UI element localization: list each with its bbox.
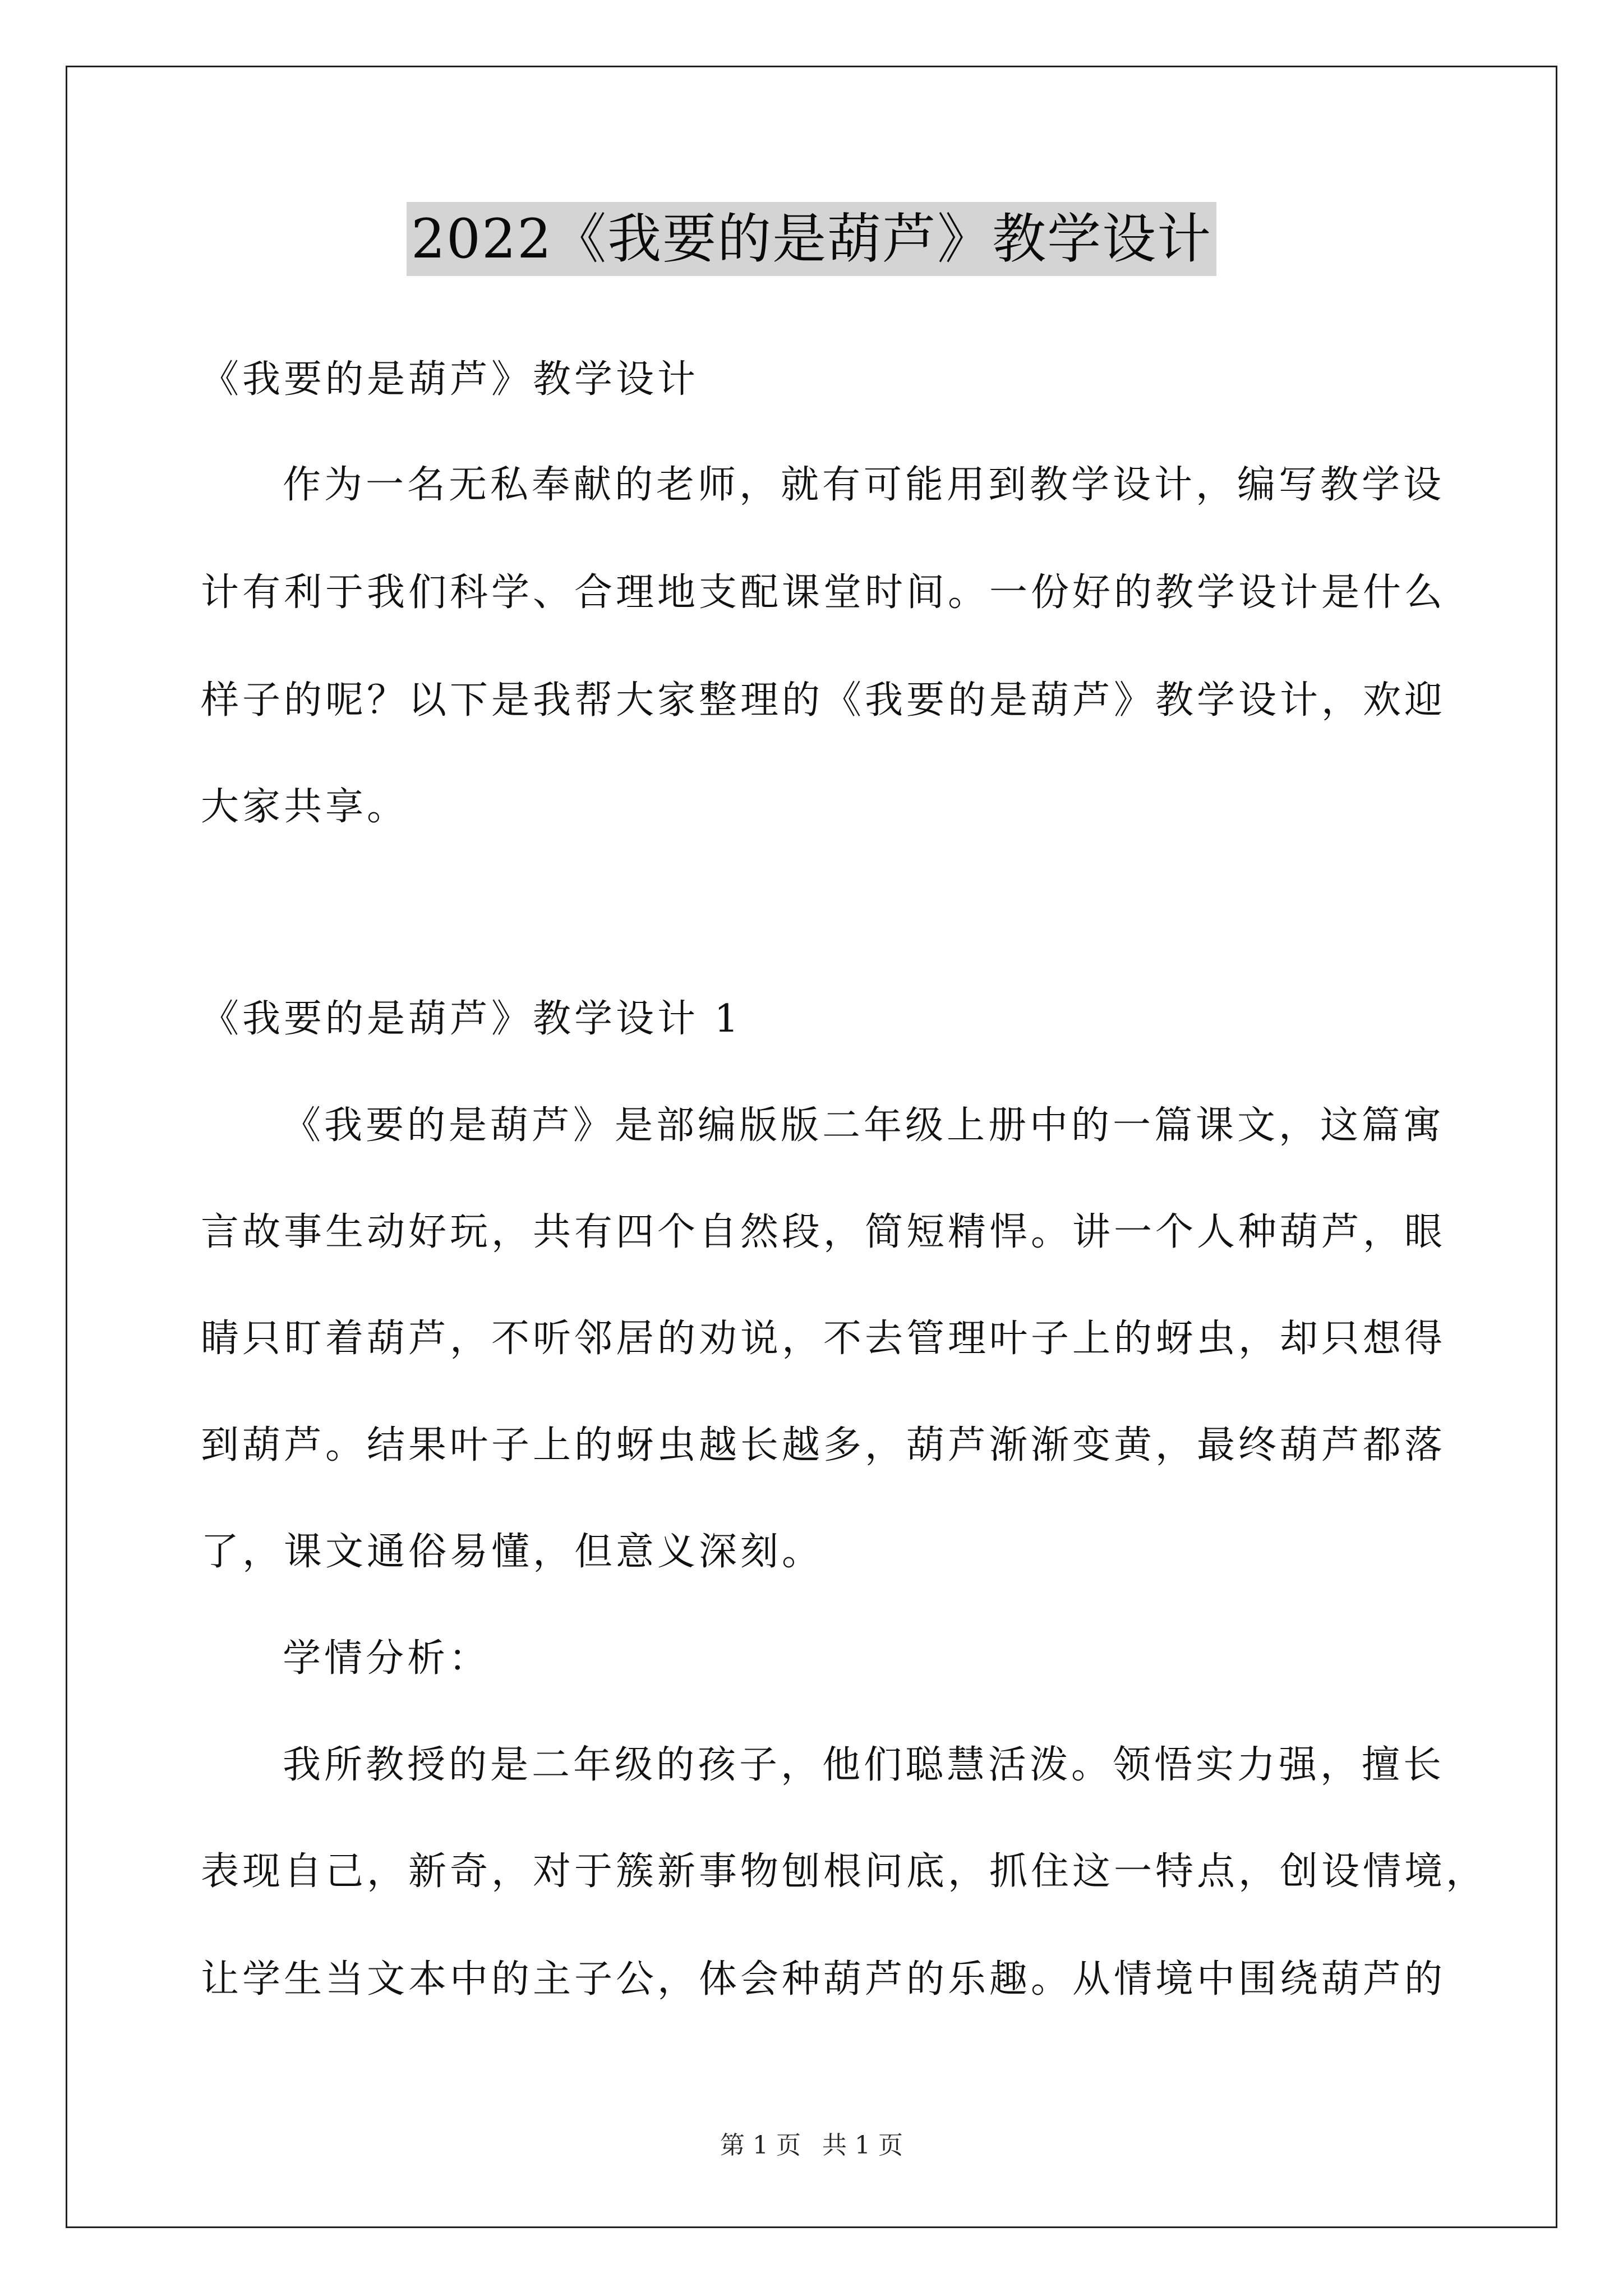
section-paragraph-line: 《我要的是葫芦》是部编版版二年级上册中的一篇课文，这篇寓 (283, 1103, 1445, 1148)
analysis-line: 我所教授的是二年级的孩子，他们聪慧活泼。领悟实力强，擅长 (283, 1743, 1445, 1787)
document-title: 2022《我要的是葫芦》教学设计 (407, 202, 1216, 276)
analysis-line: 表现自己，新奇，对于簇新事物刨根问底，抓住这一特点，创设情境， (201, 1849, 1488, 1894)
page-footer (0, 2129, 1623, 2162)
intro-line: 作为一名无私奉献的老师，就有可能用到教学设计，编写教学设 (283, 463, 1445, 507)
intro-line: 大家共享。 (201, 785, 409, 829)
analysis-label: 学情分析： (283, 1636, 491, 1681)
analysis-line: 让学生当文本中的主子公，体会种葫芦的乐趣。从情境中围绕葫芦的 (201, 1957, 1446, 2001)
section-paragraph-line: 到葫芦。结果叶子上的蚜虫越长越多，葫芦渐渐变黄，最终葫芦都落 (201, 1423, 1446, 1467)
intro-line: 样子的呢？以下是我帮大家整理的《我要的是葫芦》教学设计，欢迎 (201, 678, 1446, 723)
document-subtitle: 《我要的是葫芦》教学设计 (201, 357, 699, 402)
section-heading: 《我要的是葫芦》教学设计 1 (201, 997, 742, 1041)
page-total: 共 1 页 (822, 2131, 903, 2160)
title-container (0, 202, 1623, 276)
intro-line: 计有利于我们科学、合理地支配课堂时间。一份好的教学设计是什么 (201, 570, 1446, 615)
page-number: 第 1 页 (720, 2131, 801, 2160)
section-paragraph-line: 睛只盯着葫芦，不听邻居的劝说，不去管理叶子上的蚜虫，却只想得 (201, 1317, 1446, 1361)
section-paragraph-line: 了，课文通俗易懂，但意义深刻。 (201, 1530, 824, 1574)
section-paragraph-line: 言故事生动好玩，共有四个自然段，简短精悍。讲一个人种葫芦，眼 (201, 1210, 1446, 1254)
